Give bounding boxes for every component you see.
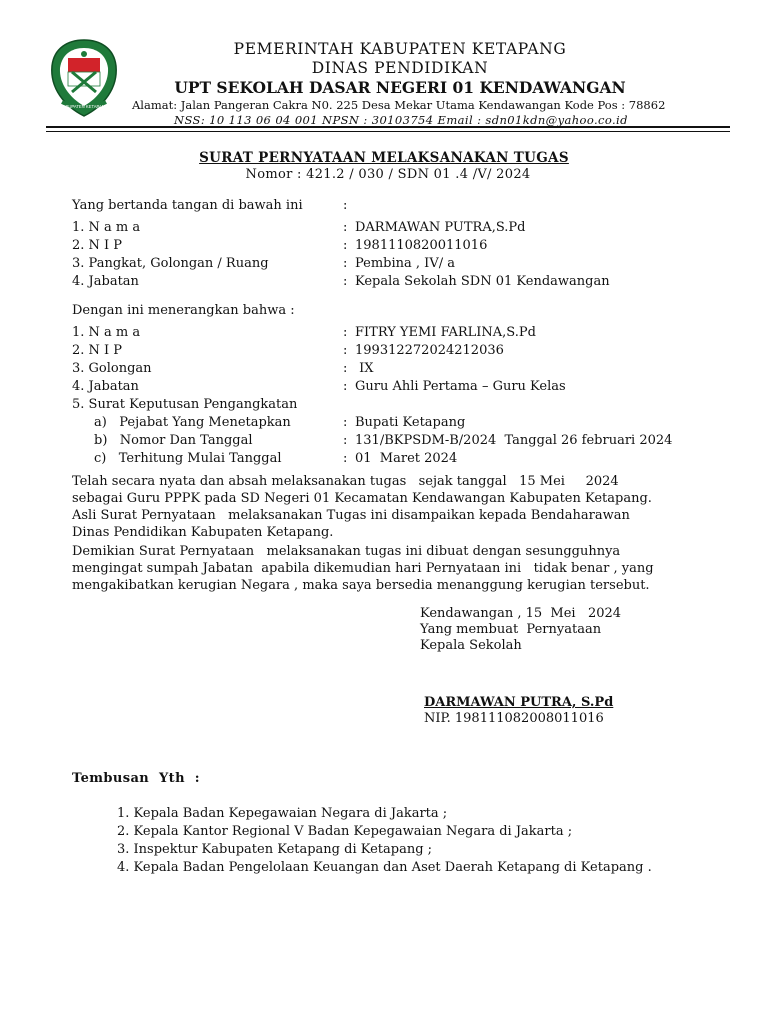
paragraph-line: sebagai Guru PPPK pada SD Negeri 01 Kecamatan Kendawangan Kabupaten Ketapang. [72,491,652,506]
signatory-label: 1. N a m a [72,220,141,235]
paragraph-line: mengakibatkan kerugian Negara , maka saya bersedia menanggung kerugian tersebut. [72,578,650,593]
subject-name: FITRY YEMI FARLINA,S.Pd [355,325,536,340]
letterhead [130,40,730,128]
cc-item: 4. Kepala Badan Pengelolaan Keuangan dan Aset Daerah Ketapang di Ketapang . [117,860,652,875]
signatory-position: Kepala Sekolah SDN 01 Kendawangan [355,274,610,289]
decree-label: c) Terhitung Mulai Tanggal [94,451,282,466]
signatory-intro: Yang bertanda tangan di bawah ini [72,198,303,213]
cc-item: 2. Kepala Kantor Regional V Badan Kepegawaian Negara di Jakarta ; [117,824,573,839]
signature-place-date: Kendawangan , 15 Mei 2024 [420,606,622,621]
letterhead-government: PEMERINTAH KABUPATEN KETAPANG [233,40,567,58]
subject-nip: 199312272024212036 [355,343,504,358]
emblem-text: KABUPATEN KETAPANG [59,104,109,109]
document-number: Nomor : 421.2 / 030 / SDN 01 .4 /V/ 2024 [245,167,531,182]
decree-colon: : [343,415,348,430]
decree-effective-date: 01 Maret 2024 [355,451,458,466]
signatory-colon: : [343,274,348,289]
cc-item: 3. Inspektur Kabupaten Ketapang di Ketapang ; [117,842,433,857]
subject-intro: Dengan ini menerangkan bahwa : [72,303,295,318]
signatory-label: 3. Pangkat, Golongan / Ruang [72,256,269,271]
signatory-colon: : [343,256,348,271]
closing-paragraph [72,543,702,594]
subject-grade: IX [355,361,374,376]
signatory-rank: Pembina , IV/ a [355,256,455,271]
decree-label: a) Pejabat Yang Menetapkan [94,415,291,430]
decree-label: b) Nomor Dan Tanggal [94,433,253,448]
signature-name: DARMAWAN PUTRA, S.Pd [424,695,614,710]
letterhead-school: UPT SEKOLAH DASAR NEGERI 01 KENDAWANGAN [174,78,626,97]
subject-label: 1. N a m a [72,325,141,340]
subject-colon: : [343,361,348,376]
signatory-colon: : [343,238,348,253]
decree-number-date: 131/BKPSDM-B/2024 Tanggal 26 februari 2024 [355,433,673,448]
cc-heading: Tembusan Yth : [72,771,200,786]
subject-position: Guru Ahli Pertama – Guru Kelas [355,379,566,394]
statement-paragraph [72,473,702,541]
document-title: SURAT PERNYATAAN MELAKSANAKAN TUGAS [199,150,569,166]
subject-label: 3. Golongan [72,361,152,376]
letterhead-agency: DINAS PENDIDIKAN [311,59,489,77]
subject-colon: : [343,325,348,340]
subject-label: 4. Jabatan [72,379,139,394]
subject-colon: : [343,379,348,394]
signature-title: Kepala Sekolah [420,638,522,653]
decree-colon: : [343,433,348,448]
cc-item: 1. Kepala Badan Kepegawaian Negara di Jakarta ; [117,806,448,821]
decree-heading: 5. Surat Keputusan Pengangkatan [72,397,298,412]
decree-colon: : [343,451,348,466]
paragraph-line: Demikian Surat Pernyataan melaksanakan tugas ini dibuat dengan sesungguhnya [72,544,621,559]
signature-nip: NIP. 198111082008011016 [424,711,604,726]
signatory-label: 2. N I P [72,238,123,253]
header-divider-thick [46,126,730,128]
decree-issuer: Bupati Ketapang [355,415,466,430]
subject-label: 2. N I P [72,343,123,358]
letterhead-ids: NSS: 10 113 06 04 001 NPSN : 30103754 Email : sdn01kdn@yahoo.co.id [174,113,628,127]
signatory-label: 4. Jabatan [72,274,139,289]
paragraph-line: Asli Surat Pernyataan melaksanakan Tugas ini disampaikan kepada Bendaharawan [72,508,630,523]
paragraph-line: mengingat sumpah Jabatan apabila dikemudian hari Pernyataan ini tidak benar , yang [72,561,654,576]
paragraph-line: Telah secara nyata dan absah melaksanakan tugas sejak tanggal 15 Mei 2024 [72,474,619,489]
header-divider-thin [46,131,730,132]
paragraph-line: Dinas Pendidikan Kabupaten Ketapang. [72,525,334,540]
signatory-nip: 1981110820011016 [355,238,488,253]
signature-role: Yang membuat Pernyataan [420,622,602,637]
signatory-intro-colon: : [343,198,348,213]
letterhead-address: Alamat: Jalan Pangeran Cakra N0. 225 Desa Mekar Utama Kendawangan Kode Pos : 78862 [132,98,666,112]
subject-colon: : [343,343,348,358]
signatory-name: DARMAWAN PUTRA,S.Pd [355,220,526,235]
signatory-colon: : [343,220,348,235]
